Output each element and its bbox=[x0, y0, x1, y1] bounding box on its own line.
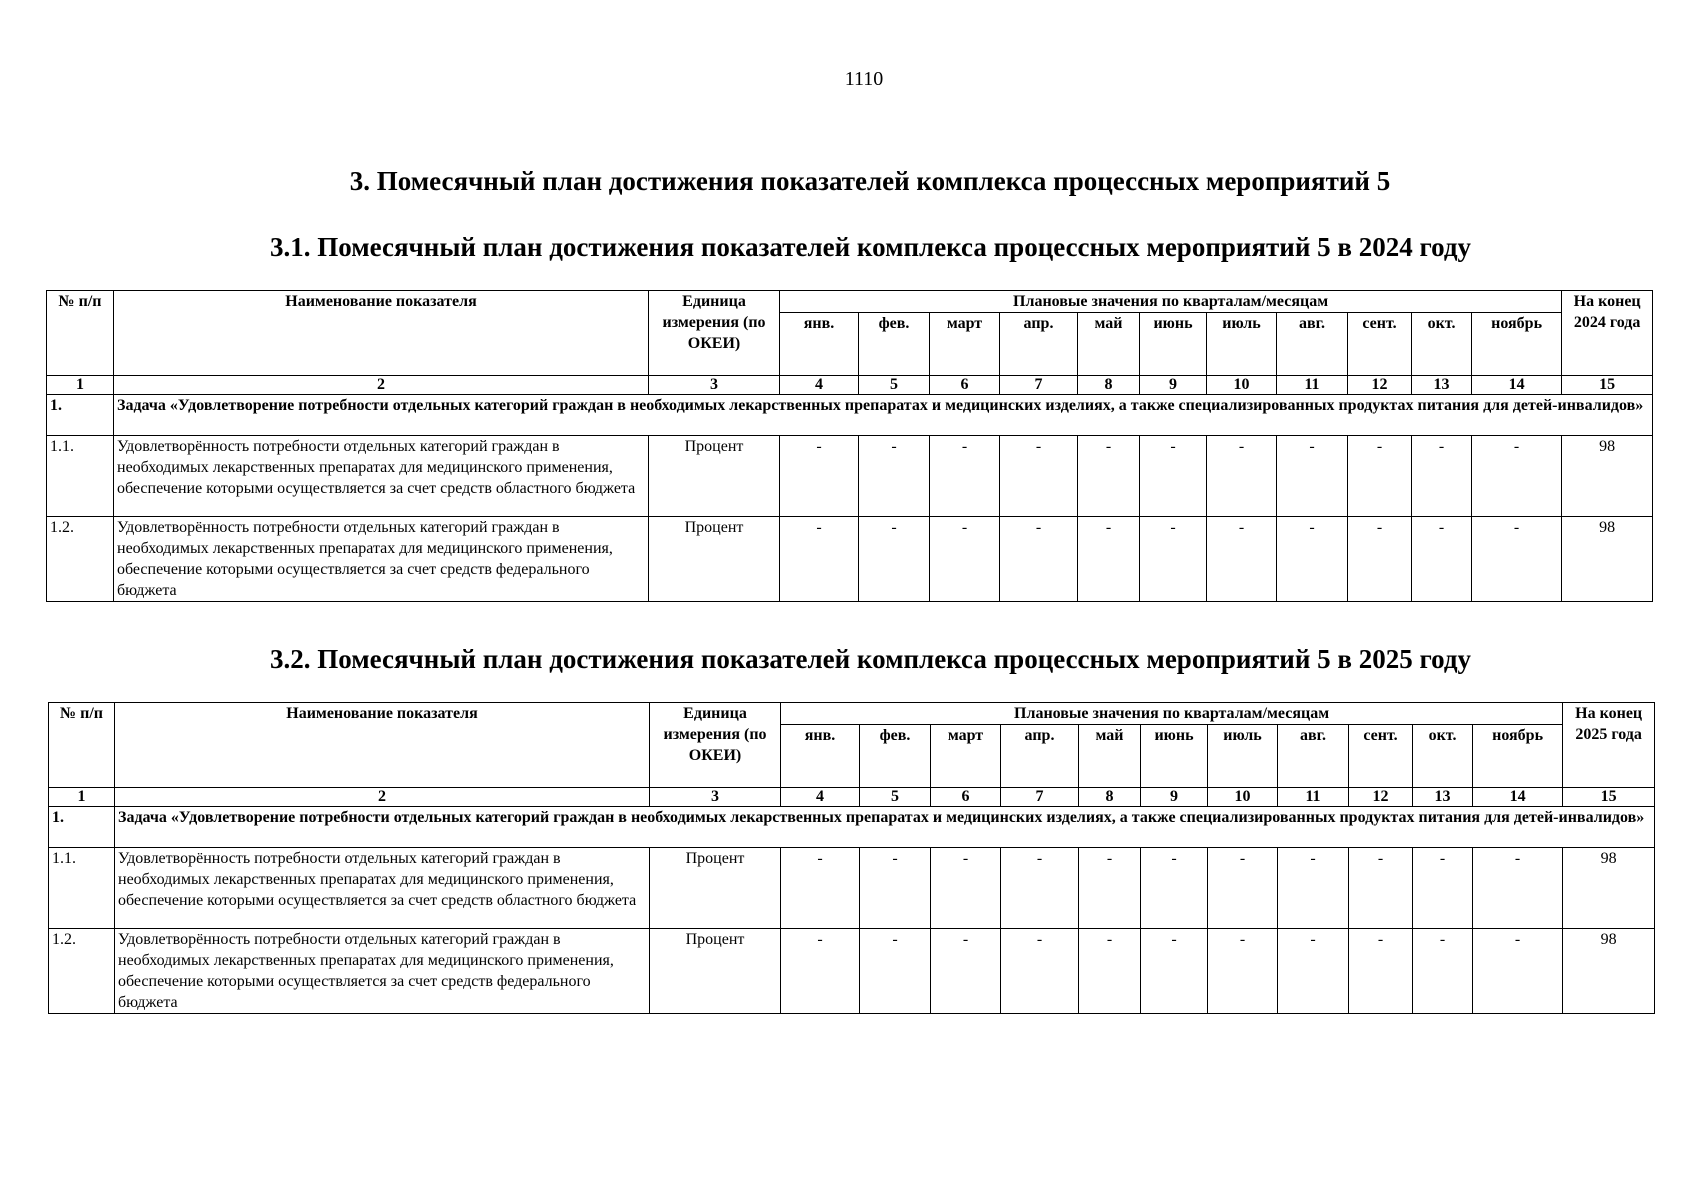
header-unit: Единица измерения (по ОКЕИ) bbox=[650, 703, 781, 788]
col-number: 14 bbox=[1472, 376, 1562, 395]
indicator-unit: Процент bbox=[650, 848, 781, 929]
task-number: 1. bbox=[47, 395, 114, 436]
header-num: № п/п bbox=[47, 291, 114, 376]
month-value: - bbox=[1349, 848, 1413, 929]
col-number: 4 bbox=[780, 376, 859, 395]
col-number: 3 bbox=[650, 788, 781, 807]
month-value: - bbox=[1348, 517, 1412, 602]
col-number: 11 bbox=[1278, 788, 1349, 807]
header-month: июнь bbox=[1140, 313, 1207, 376]
header-month: июль bbox=[1207, 313, 1277, 376]
indicator-number: 1.1. bbox=[49, 848, 115, 929]
indicator-unit: Процент bbox=[650, 929, 781, 1014]
task-row bbox=[47, 395, 1653, 436]
month-value: - bbox=[930, 436, 1000, 517]
col-number: 13 bbox=[1412, 376, 1472, 395]
month-value: - bbox=[931, 929, 1001, 1014]
header-month: ноябрь bbox=[1473, 725, 1563, 788]
month-value: - bbox=[1413, 929, 1473, 1014]
month-value: - bbox=[1473, 848, 1563, 929]
header-plan: Плановые значения по кварталам/месяцам bbox=[780, 291, 1562, 313]
col-number: 6 bbox=[930, 376, 1000, 395]
header-num: № п/п bbox=[49, 703, 115, 788]
col-number: 8 bbox=[1079, 788, 1141, 807]
month-value: - bbox=[1207, 517, 1277, 602]
col-number: 12 bbox=[1348, 376, 1412, 395]
month-value: - bbox=[781, 848, 860, 929]
col-number: 13 bbox=[1413, 788, 1473, 807]
header-month: май bbox=[1078, 313, 1140, 376]
final-value: 98 bbox=[1562, 517, 1653, 602]
col-number: 1 bbox=[47, 376, 114, 395]
col-number: 5 bbox=[859, 376, 930, 395]
indicator-number: 1.1. bbox=[47, 436, 114, 517]
indicator-unit: Процент bbox=[649, 517, 780, 602]
header-month: июнь bbox=[1141, 725, 1208, 788]
col-number: 1 bbox=[49, 788, 115, 807]
header-month: март bbox=[931, 725, 1001, 788]
indicator-row bbox=[49, 929, 1655, 1014]
header-final: На конец 2025 года bbox=[1563, 703, 1655, 788]
section-heading-2024: 3.1. Помесячный план достижения показателей комплекса процессных мероприятий 5 в 2024 году bbox=[270, 232, 1471, 262]
month-value: - bbox=[931, 848, 1001, 929]
indicator-unit: Процент bbox=[649, 436, 780, 517]
indicator-name: Удовлетворённость потребности отдельных категорий граждан в необходимых лекарственных препаратах для медицинского применения, обеспечение которыми осуществляется за счет средств федерального бюджета bbox=[115, 929, 650, 1014]
final-value: 98 bbox=[1563, 929, 1655, 1014]
month-value: - bbox=[1349, 929, 1413, 1014]
col-number: 14 bbox=[1473, 788, 1563, 807]
month-value: - bbox=[1472, 436, 1562, 517]
indicator-row bbox=[47, 517, 1653, 602]
header-name: Наименование показателя bbox=[114, 291, 649, 376]
task-number: 1. bbox=[49, 807, 115, 848]
month-value: - bbox=[1079, 848, 1141, 929]
header-month: май bbox=[1079, 725, 1141, 788]
col-number: 12 bbox=[1349, 788, 1413, 807]
month-value: - bbox=[1140, 436, 1207, 517]
header-month: янв. bbox=[781, 725, 860, 788]
col-number: 2 bbox=[114, 376, 649, 395]
header-month: апр. bbox=[1000, 313, 1078, 376]
month-value: - bbox=[1473, 929, 1563, 1014]
header-month: фев. bbox=[860, 725, 931, 788]
header-month: авг. bbox=[1277, 313, 1348, 376]
month-value: - bbox=[1277, 517, 1348, 602]
indicator-name: Удовлетворённость потребности отдельных категорий граждан в необходимых лекарственных препаратах для медицинского применения, обеспечение которыми осуществляется за счет средств областного бюджета bbox=[115, 848, 650, 929]
month-value: - bbox=[1412, 436, 1472, 517]
indicator-name: Удовлетворённость потребности отдельных категорий граждан в необходимых лекарственных препаратах для медицинского применения, обеспечение которыми осуществляется за счет средств федерального бюджета bbox=[114, 517, 649, 602]
main-heading: 3. Помесячный план достижения показателей комплекса процессных мероприятий 5 bbox=[349, 166, 1391, 196]
header-month: сент. bbox=[1348, 313, 1412, 376]
month-value: - bbox=[780, 436, 859, 517]
final-value: 98 bbox=[1563, 848, 1655, 929]
month-value: - bbox=[1141, 848, 1208, 929]
month-value: - bbox=[1000, 436, 1078, 517]
month-value: - bbox=[1413, 848, 1473, 929]
month-value: - bbox=[859, 436, 930, 517]
month-value: - bbox=[1472, 517, 1562, 602]
col-number: 15 bbox=[1563, 788, 1655, 807]
col-number: 2 bbox=[115, 788, 650, 807]
col-number: 7 bbox=[1000, 376, 1078, 395]
section-heading-2025: 3.2. Помесячный план достижения показателей комплекса процессных мероприятий 5 в 2025 году bbox=[270, 644, 1471, 674]
header-month: апр. bbox=[1001, 725, 1079, 788]
col-number: 9 bbox=[1140, 376, 1207, 395]
header-month: сент. bbox=[1349, 725, 1413, 788]
month-value: - bbox=[1412, 517, 1472, 602]
col-number: 10 bbox=[1207, 376, 1277, 395]
month-value: - bbox=[1001, 929, 1079, 1014]
plan-table-2024 bbox=[46, 290, 1653, 602]
col-number: 9 bbox=[1141, 788, 1208, 807]
header-name: Наименование показателя bbox=[115, 703, 650, 788]
indicator-row bbox=[47, 436, 1653, 517]
header-month: фев. bbox=[859, 313, 930, 376]
header-month: янв. bbox=[780, 313, 859, 376]
month-value: - bbox=[1278, 848, 1349, 929]
page-number: 1110 bbox=[844, 68, 884, 90]
col-number: 3 bbox=[649, 376, 780, 395]
header-month: авг. bbox=[1278, 725, 1349, 788]
month-value: - bbox=[860, 929, 931, 1014]
col-number: 4 bbox=[781, 788, 860, 807]
indicator-row bbox=[49, 848, 1655, 929]
month-value: - bbox=[1348, 436, 1412, 517]
month-value: - bbox=[1140, 517, 1207, 602]
task-row bbox=[49, 807, 1655, 848]
month-value: - bbox=[1278, 929, 1349, 1014]
month-value: - bbox=[1078, 517, 1140, 602]
task-text: Задача «Удовлетворение потребности отдельных категорий граждан в необходимых лекарственных препаратах и медицинских изделиях, а также специализированных продуктах питания для детей-инвалидов» bbox=[114, 395, 1653, 436]
month-value: - bbox=[1141, 929, 1208, 1014]
col-number: 7 bbox=[1001, 788, 1079, 807]
indicator-name: Удовлетворённость потребности отдельных категорий граждан в необходимых лекарственных препаратах для медицинского применения, обеспечение которыми осуществляется за счет средств областного бюджета bbox=[114, 436, 649, 517]
month-value: - bbox=[1001, 848, 1079, 929]
month-value: - bbox=[1208, 848, 1278, 929]
header-final: На конец 2024 года bbox=[1562, 291, 1653, 376]
header-plan: Плановые значения по кварталам/месяцам bbox=[781, 703, 1563, 725]
col-number: 10 bbox=[1208, 788, 1278, 807]
month-value: - bbox=[1079, 929, 1141, 1014]
month-value: - bbox=[1078, 436, 1140, 517]
final-value: 98 bbox=[1562, 436, 1653, 517]
header-unit: Единица измерения (по ОКЕИ) bbox=[649, 291, 780, 376]
month-value: - bbox=[860, 848, 931, 929]
month-value: - bbox=[1277, 436, 1348, 517]
header-month: окт. bbox=[1413, 725, 1473, 788]
month-value: - bbox=[1000, 517, 1078, 602]
indicator-number: 1.2. bbox=[47, 517, 114, 602]
month-value: - bbox=[859, 517, 930, 602]
col-number: 6 bbox=[931, 788, 1001, 807]
plan-table-2025 bbox=[48, 702, 1655, 1014]
month-value: - bbox=[930, 517, 1000, 602]
task-text: Задача «Удовлетворение потребности отдельных категорий граждан в необходимых лекарственных препаратах и медицинских изделиях, а также специализированных продуктах питания для детей-инвалидов» bbox=[115, 807, 1655, 848]
indicator-number: 1.2. bbox=[49, 929, 115, 1014]
month-value: - bbox=[1207, 436, 1277, 517]
col-number: 5 bbox=[860, 788, 931, 807]
col-number: 11 bbox=[1277, 376, 1348, 395]
header-month: июль bbox=[1208, 725, 1278, 788]
month-value: - bbox=[780, 517, 859, 602]
month-value: - bbox=[781, 929, 860, 1014]
header-month: март bbox=[930, 313, 1000, 376]
month-value: - bbox=[1208, 929, 1278, 1014]
col-number: 8 bbox=[1078, 376, 1140, 395]
header-month: окт. bbox=[1412, 313, 1472, 376]
header-month: ноябрь bbox=[1472, 313, 1562, 376]
col-number: 15 bbox=[1562, 376, 1653, 395]
